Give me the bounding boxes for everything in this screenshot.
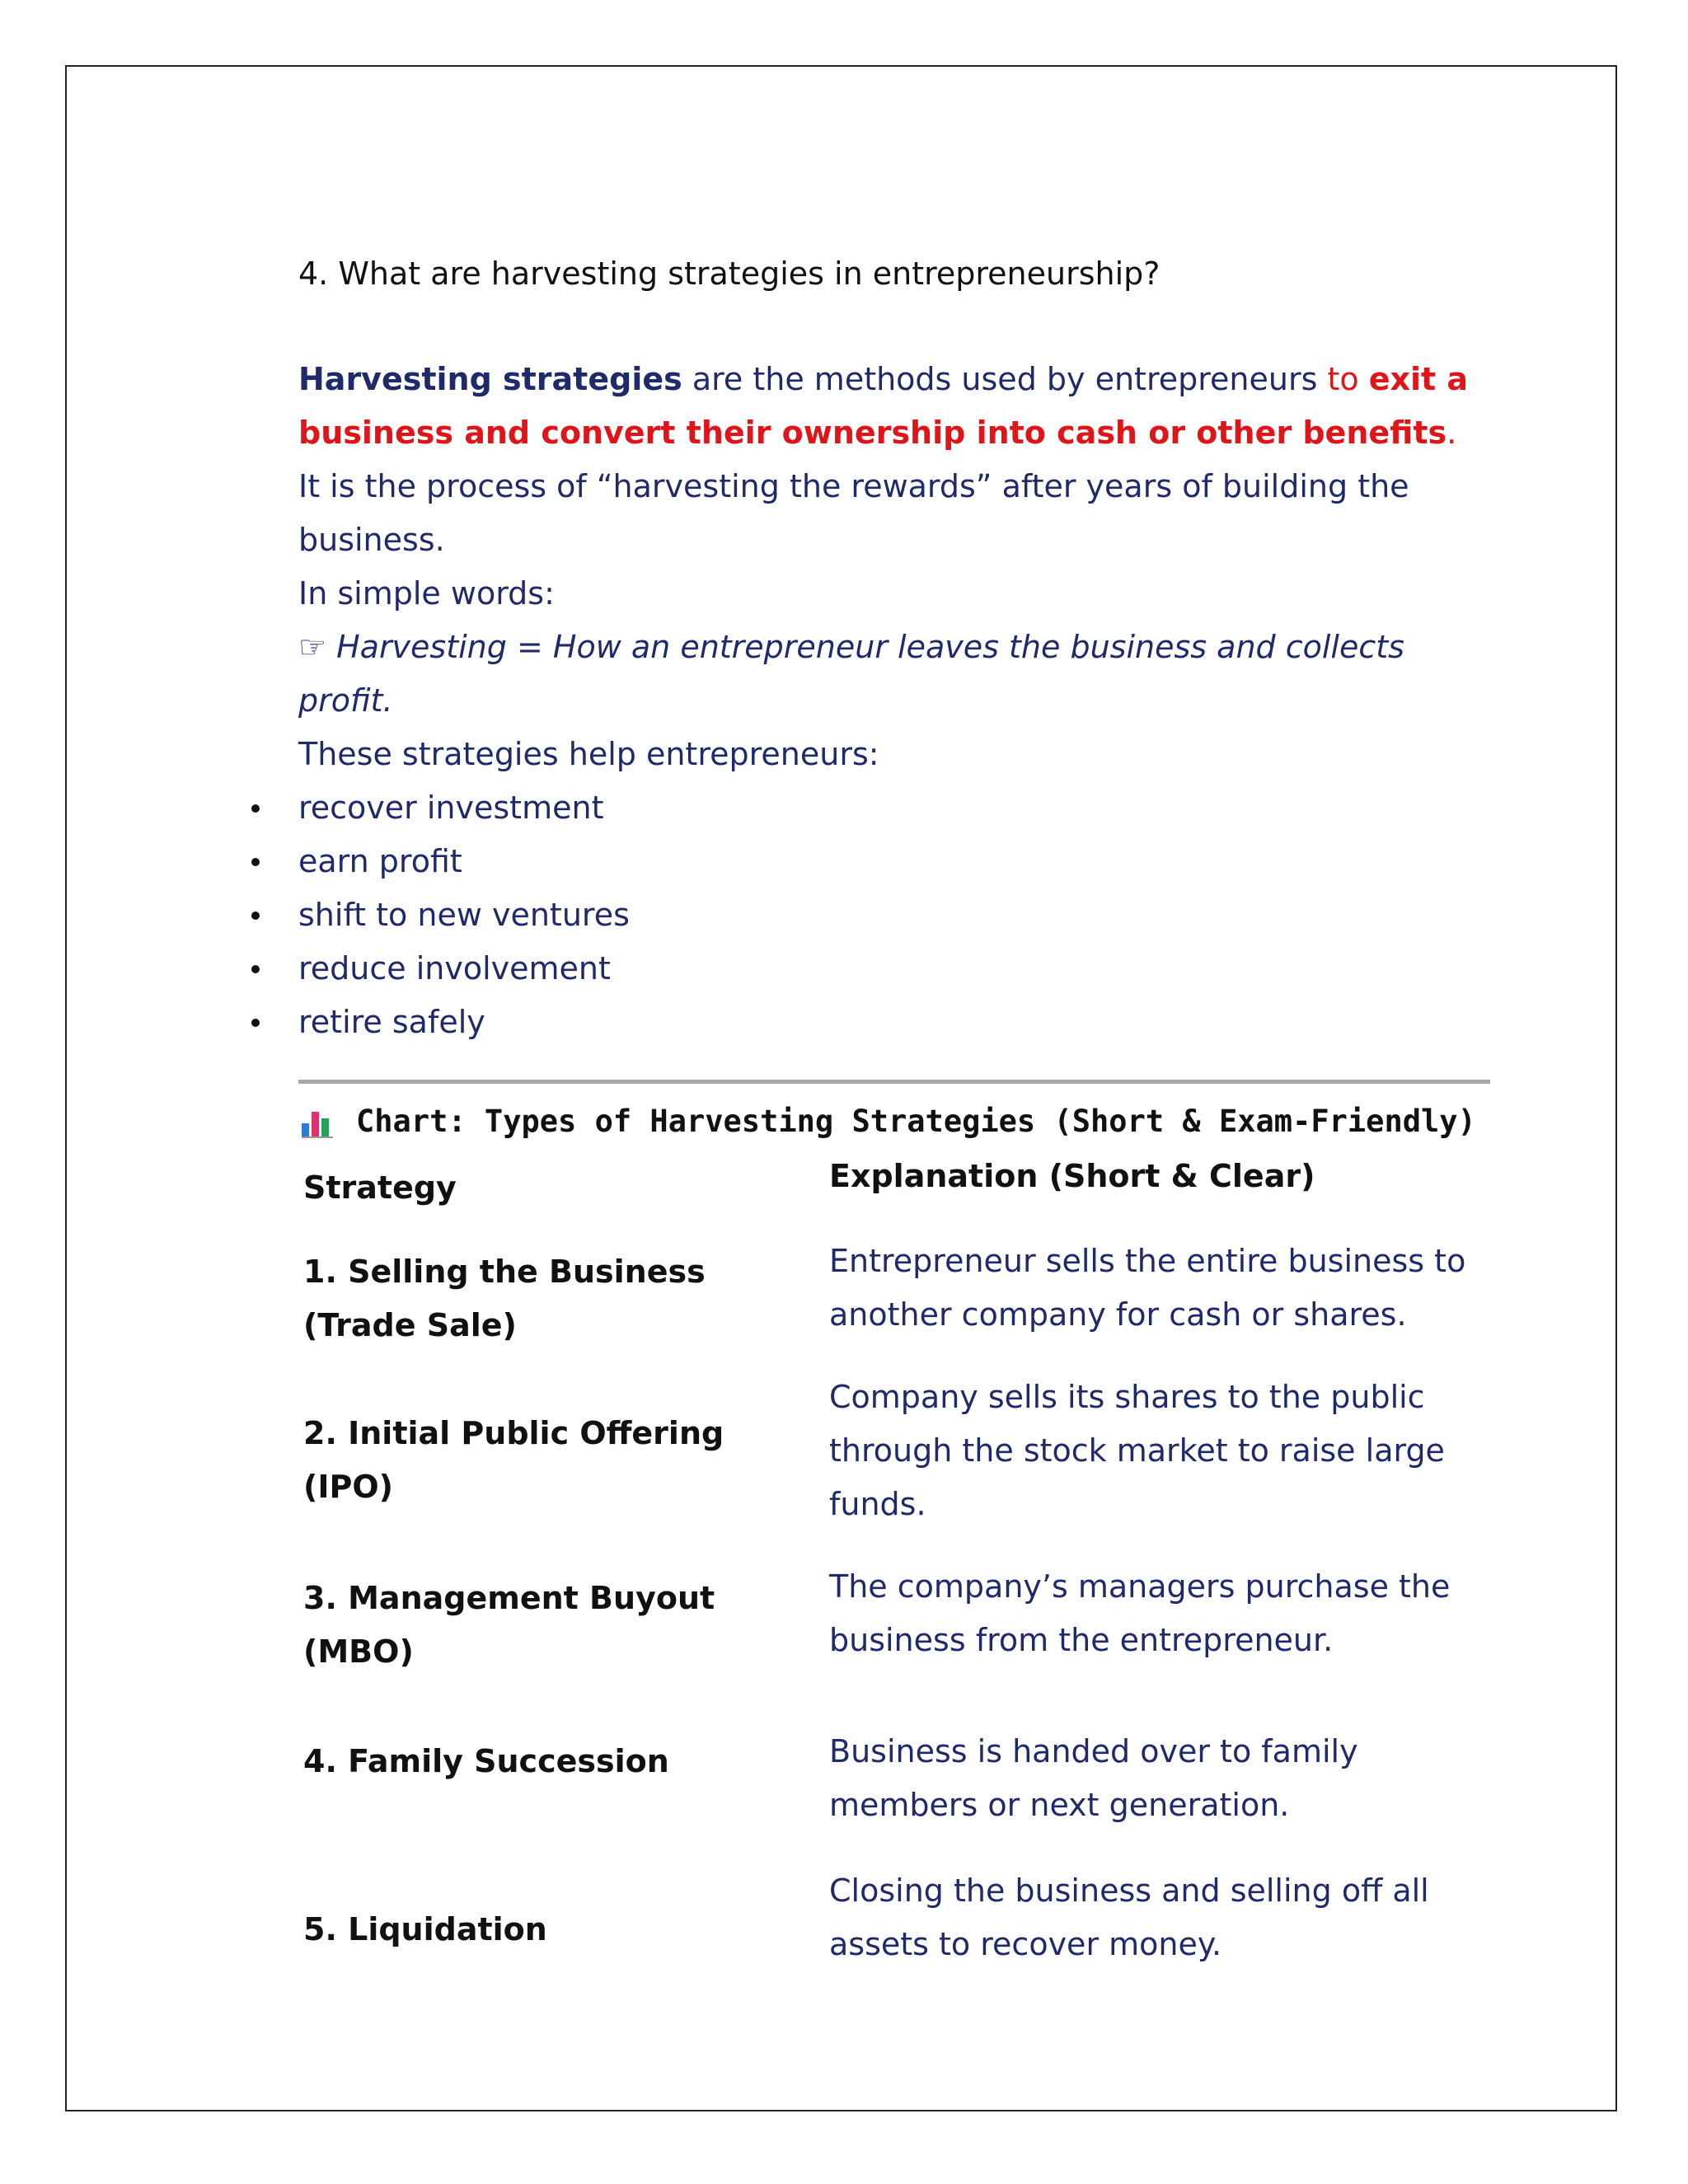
- table-row: [298, 1725, 1493, 1857]
- pointing-hand-icon: ☞: [298, 629, 327, 665]
- list-item: retire safely: [298, 996, 1493, 1049]
- bullet-icon: [251, 1019, 260, 1027]
- definition-highlight: exit a business and convert their ownership into cash or other benefits: [298, 361, 1469, 451]
- help-intro: These strategies help entrepreneurs:: [298, 736, 879, 772]
- definition-term: Harvesting strategies: [298, 361, 682, 397]
- simple-words-label: In simple words:: [298, 575, 555, 612]
- strategy-cell: 5. Liquidation: [303, 1911, 547, 1947]
- bullet-icon: [251, 804, 260, 813]
- definition-to: to: [1327, 361, 1369, 397]
- explanation-cell: Entrepreneur sells the entire business to another company for cash or shares.: [829, 1243, 1466, 1333]
- explanation-cell: The company’s managers purchase the business from the entrepreneur.: [829, 1568, 1451, 1658]
- explanation-cell: Company sells its shares to the public through the stock market to raise large funds.: [829, 1379, 1445, 1522]
- benefit-list: [298, 781, 1493, 1049]
- document-content: [298, 247, 1493, 1990]
- header-strategy: Strategy: [303, 1169, 457, 1206]
- section-divider: [298, 1080, 1490, 1084]
- table-row: [298, 1560, 1493, 1692]
- list-item: earn profit: [298, 835, 1493, 888]
- table-row: [298, 1235, 1493, 1366]
- table-header-row: [298, 1150, 1493, 1232]
- process-line: It is the process of “harvesting the rewards” after years of building the business.: [298, 468, 1409, 558]
- table-row: [298, 1864, 1493, 1996]
- bullet-icon: [251, 912, 260, 920]
- bullet-icon: [251, 965, 260, 973]
- explanation-cell: Business is handed over to family members or next generation.: [829, 1733, 1358, 1823]
- list-item: reduce involvement: [298, 942, 1493, 996]
- chart-heading: [298, 1099, 1493, 1145]
- definition-end: .: [1447, 415, 1457, 451]
- definition-mid: are the methods used by entrepreneurs: [682, 361, 1328, 397]
- bar-chart-icon: [302, 1105, 333, 1138]
- simple-definition: Harvesting = How an entrepreneur leaves the business and collects profit.: [298, 629, 1404, 719]
- list-item: shift to new ventures: [298, 888, 1493, 942]
- strategy-cell: 1. Selling the Business (Trade Sale): [303, 1254, 706, 1343]
- definition-paragraph: [298, 353, 1493, 460]
- question-heading: 4. What are harvesting strategies in entrepreneurship?: [298, 255, 1160, 292]
- strategy-cell: 2. Initial Public Offering (IPO): [303, 1415, 724, 1505]
- bullet-icon: [251, 858, 260, 866]
- strategy-cell: 3. Management Buyout (MBO): [303, 1580, 715, 1670]
- table-row: [298, 1371, 1493, 1535]
- header-explanation: Explanation (Short & Clear): [829, 1158, 1315, 1194]
- simple-definition-line: [298, 621, 1493, 728]
- explanation-cell: Closing the business and selling off all assets to recover money.: [829, 1872, 1429, 1962]
- strategy-cell: 4. Family Succession: [303, 1743, 669, 1779]
- list-item: recover investment: [298, 781, 1493, 835]
- strategy-table: [298, 1150, 1493, 1990]
- chart-heading-text: Chart: Types of Harvesting Strategies (Short & Exam-Friendly): [356, 1104, 1476, 1139]
